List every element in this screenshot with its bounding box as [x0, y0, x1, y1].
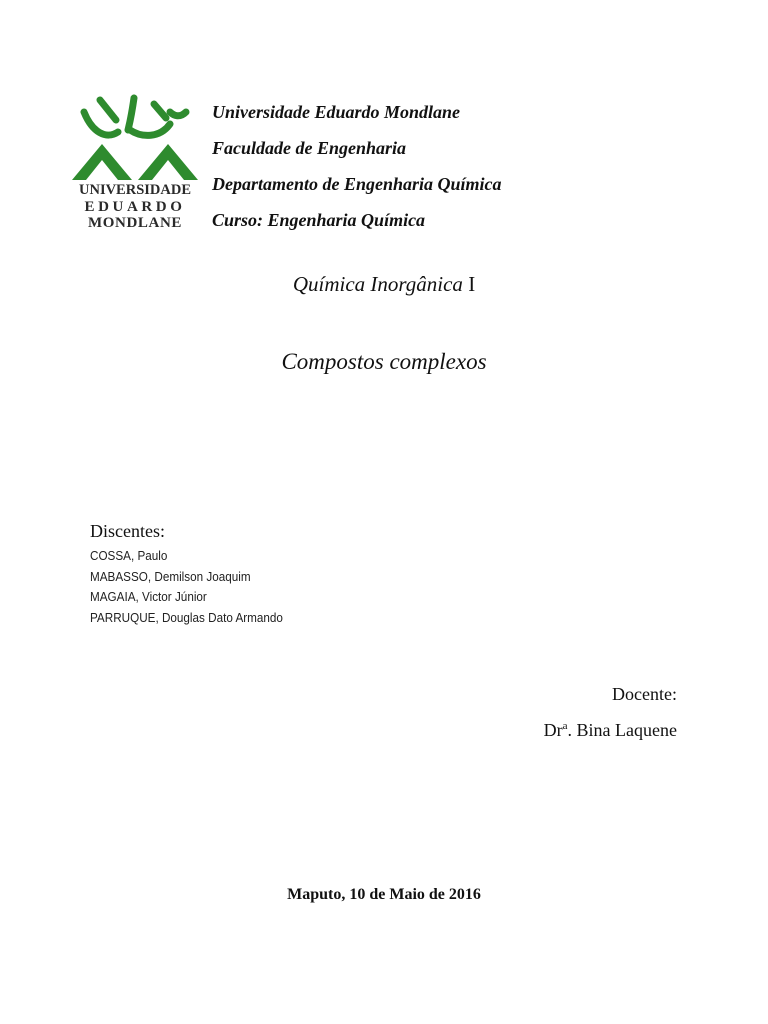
subject-title: [0, 272, 768, 297]
teacher-title-superscript: a: [562, 720, 568, 732]
student-name: COSSA, Paulo: [90, 548, 168, 563]
document-title: Compostos complexos: [281, 349, 487, 374]
place-and-date: Maputo, 10 de Maio de 2016: [287, 886, 481, 903]
teacher-label: Docente:: [612, 684, 677, 704]
students-list: [90, 546, 304, 628]
university-name: Universidade Eduardo Mondlane: [212, 102, 461, 122]
course-name: Curso: Engenharia Química: [212, 210, 426, 230]
teacher-title: Dr: [543, 720, 563, 740]
student-name: MABASSO, Demilson Joaquim: [90, 568, 251, 584]
university-logo: [70, 94, 200, 234]
institution-header: [212, 94, 502, 238]
teacher-name: [544, 717, 677, 743]
faculty-name: Faculdade de Engenharia: [212, 138, 407, 158]
subject-name: Química Inorgânica: [292, 272, 463, 296]
student-name: PARRUQUE, Douglas Dato Armando: [90, 609, 283, 625]
subject-numeral: I: [468, 272, 476, 296]
logo-wordmark-line: UNIVERSIDADE: [79, 182, 191, 198]
university-emblem-icon: [70, 94, 200, 184]
logo-wordmark-line: EDUARDO: [84, 199, 186, 215]
department-name: Departamento de Engenharia Química: [212, 174, 502, 194]
teacher-name-text: . Bina Laquene: [567, 720, 677, 740]
students-label: Discentes:: [90, 521, 165, 541]
logo-wordmark-line: MONDLANE: [88, 215, 182, 231]
students-section: [90, 518, 304, 628]
teacher-section: [544, 681, 677, 743]
student-name: MAGAIA, Victor Júnior: [90, 589, 207, 604]
